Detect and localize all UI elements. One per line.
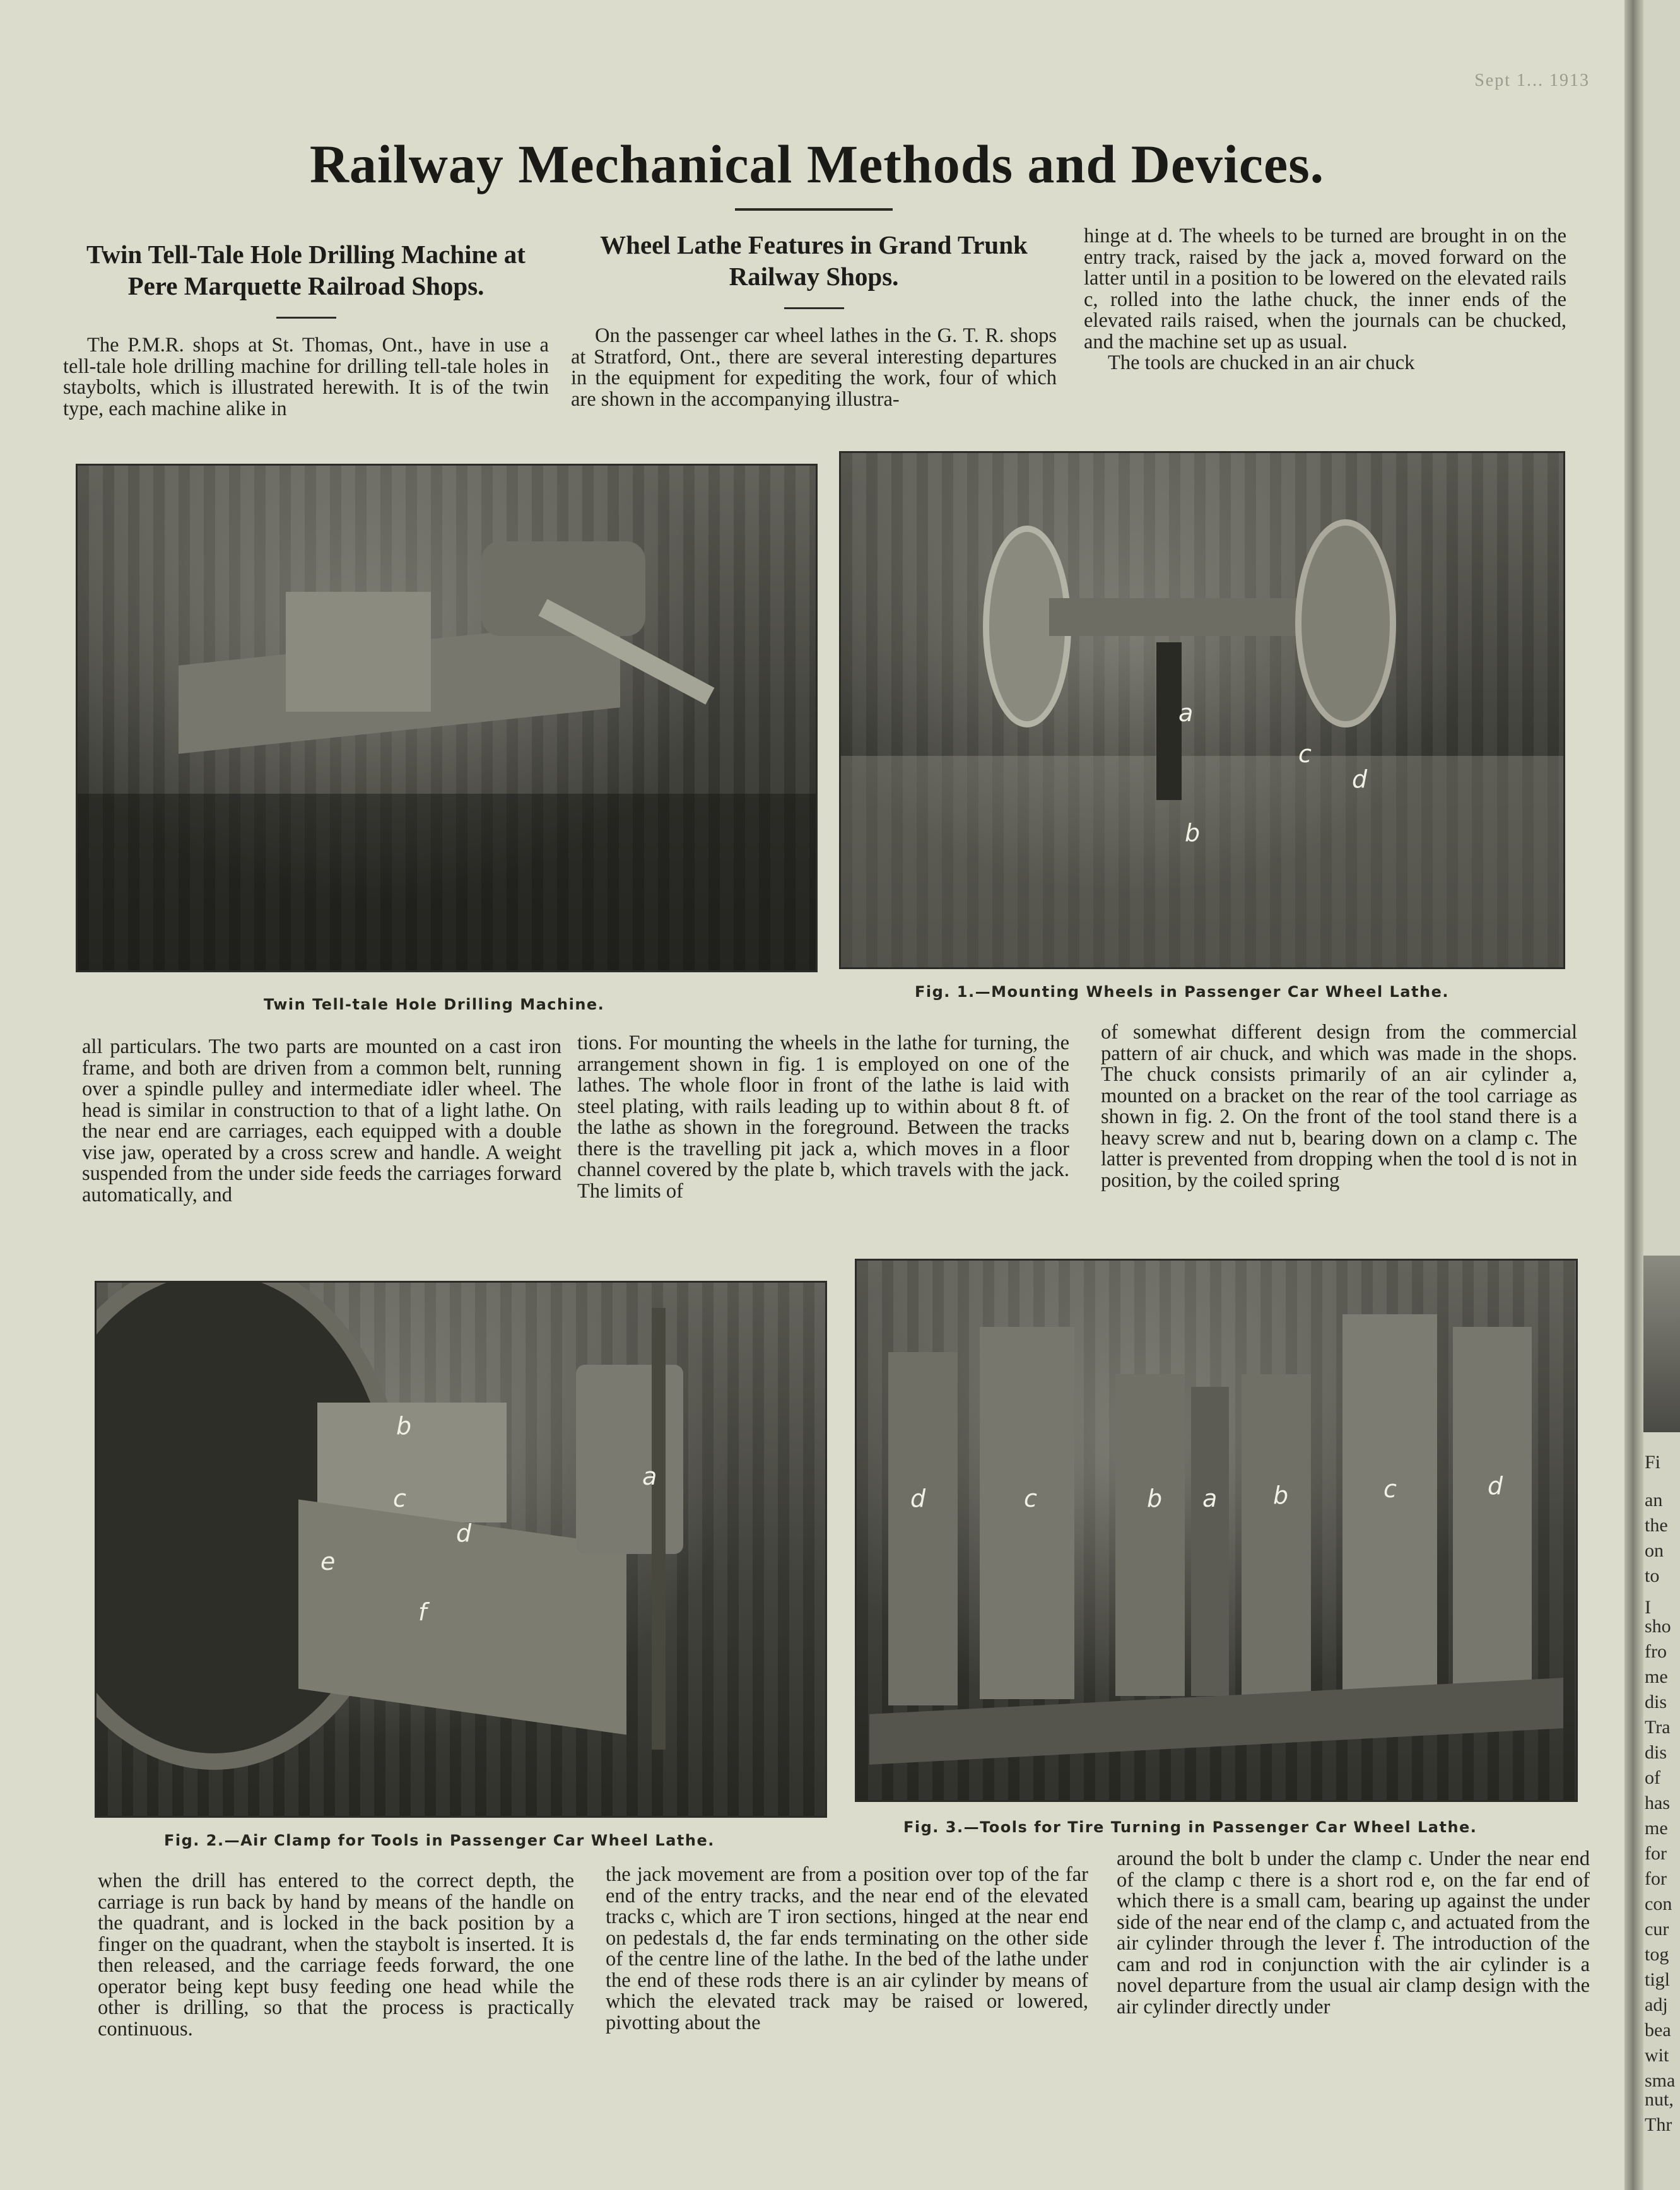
fig3-label-a: a <box>1202 1485 1218 1512</box>
adjacent-text-fragment: nut, <box>1645 2089 1674 2110</box>
adjacent-text-fragment: on <box>1645 1540 1664 1561</box>
article3-paragraph-3: of somewhat different design from the commercial pattern of air chuck, and which was made in the shops. The chuck consists primarily of an air cylinder a, mounted on a bracket on the rear of the tool carriage as shown in fig. 2. On the front of the tool stand there is a heavy screw and nut b, bearing down on a clamp c. The latter is prevented from dropping when the tool d is not in position, by the coiled spring <box>1101 1021 1577 1192</box>
fig1-label-a: a <box>1178 699 1194 727</box>
adjacent-text-fragment: Tra <box>1645 1717 1671 1738</box>
fig3-label-c: c <box>1024 1485 1037 1512</box>
article3-paragraph-1: hinge at d. The wheels to be turned are brought in on the entry track, raised by the jack a, moved forward on the latter until in a position to be lowered on the elevated rails c, rolled into the lathe chuck, the inner ends of the elevated rails raised, when the journals can be chucked, and the machine set up as usual. <box>1084 225 1566 353</box>
article3-top <box>1084 226 1566 374</box>
adjacent-text-fragment: for <box>1645 1868 1667 1889</box>
article2-paragraph-1: On the passenger car wheel lathes in the G. T. R. shops at Stratford, Ont., there are several interesting departures in the equipment for expediting the work, four of which are shown in the accompanying illustra- <box>571 324 1057 411</box>
tool-bar-6 <box>1342 1314 1437 1699</box>
axle-shape <box>1049 598 1314 636</box>
fig3-label-d2: d <box>1488 1472 1503 1500</box>
adjacent-text-fragment: wit <box>1645 2045 1669 2066</box>
adjacent-text-fragment: me <box>1645 1666 1668 1687</box>
adjacent-text-fragment: cur <box>1645 1919 1669 1940</box>
adjacent-text-fragment: sma <box>1645 2070 1676 2091</box>
adjacent-text-fragment: sho <box>1645 1616 1671 1637</box>
adjacent-text-fragment: to <box>1645 1565 1660 1586</box>
clamp-block-shape <box>317 1403 507 1522</box>
adjacent-text-fragment: bea <box>1645 2020 1671 2040</box>
wheel-right-shape <box>1295 519 1396 727</box>
article2-middle <box>577 1033 1069 1202</box>
tool-bar-3 <box>1115 1374 1185 1696</box>
article1-top <box>63 238 549 420</box>
article3-paragraph-4: around the bolt b under the clamp c. Under the near end of the clamp c there is a short rod e, on the far end of which there is a small cam, bearing up against the under side of the near end of the clamp c, and actuated from the air cylinder through the lever f. The introduction of the cam and rod in conjunction with the air cylinder is a novel departure from the usual air clamp design with the air cylinder directly under <box>1117 1847 1590 2018</box>
adjacent-text-fragment: of <box>1645 1767 1660 1788</box>
fig3-label-b2: b <box>1273 1481 1289 1509</box>
drilling-machine-caption: Twin Tell-tale Hole Drilling Machine. <box>264 996 605 1013</box>
adjacent-text-fragment: an <box>1645 1490 1663 1510</box>
page-title: Railway Mechanical Methods and Devices. <box>309 134 1325 194</box>
fig1-caption: Fig. 1.—Mounting Wheels in Passenger Car Wheel Lathe. <box>915 983 1449 1001</box>
fig2-label-c: c <box>393 1485 406 1512</box>
adjacent-text-fragment: the <box>1645 1515 1668 1536</box>
fig2-label-a: a <box>642 1463 657 1490</box>
article1-bottom <box>98 1871 574 2040</box>
fig2-photo <box>95 1281 827 1818</box>
article1-paragraph-1: The P.M.R. shops at St. Thomas, Ont., have in use a tell-tale hole drilling machine for drilling tell-tale holes in staybolts, which is illustrated herewith. It is of the twin type, each machine alike in <box>63 334 549 420</box>
article2-paragraph-3: the jack movement are from a position over top of the far end of the entry tracks, and the near end of the elevated tracks c, which are T iron sections, hinged at the near end on pedestals d, the far ends terminating on the other side of the centre line of the lathe. In the bed of the lathe under the end of these rods there is an air cylinder by means of which the elevated track may be raised or lowered, pivotting about the <box>606 1863 1088 2034</box>
adjacent-text-fragment: I <box>1645 1597 1651 1618</box>
adjacent-text-fragment: tog <box>1645 1944 1669 1965</box>
adjacent-photo-edge <box>1643 1256 1680 1432</box>
adjacent-text-fragment: Fi <box>1645 1452 1661 1473</box>
article3-bottom <box>1117 1849 1590 2018</box>
article2-top <box>571 229 1057 410</box>
fig1-label-d: d <box>1352 765 1368 793</box>
tool-bar-5 <box>1242 1374 1311 1696</box>
adjacent-text-fragment: me <box>1645 1818 1668 1839</box>
floor-plating-shape <box>841 756 1563 967</box>
fig3-photo <box>855 1259 1578 1802</box>
fig2-label-f: f <box>418 1598 427 1626</box>
article1-paragraph-3: when the drill has entered to the correct depth, the carriage is run back by hand by means of the handle on the quadrant, and is locked in the back position by a finger on the quadrant, when the staybolt is inserted. It is then released, and the carriage feeds forward, the one operator being kept busy feeding one head while the other is drilling, so that the process is practically continuous. <box>98 1869 574 2040</box>
jack-shape <box>1156 642 1182 800</box>
adjacent-text-fragment: for <box>1645 1843 1667 1864</box>
fig2-label-e: e <box>320 1548 336 1575</box>
adjacent-page-edge <box>1643 0 1680 2190</box>
running-head: Sept 1... 1913 <box>1474 71 1590 90</box>
air-hose-shape <box>652 1308 666 1750</box>
article1-middle <box>82 1037 561 1206</box>
adjacent-text-fragment: has <box>1645 1793 1670 1813</box>
title-rule <box>735 208 893 211</box>
fig3-caption: Fig. 3.—Tools for Tire Turning in Passenger Car Wheel Lathe. <box>903 1818 1477 1836</box>
fig3-label-b: b <box>1147 1485 1163 1512</box>
article3-paragraph-2: The tools are chucked in an air chuck <box>1108 351 1415 374</box>
adjacent-text-fragment: dis <box>1645 1742 1667 1763</box>
tool-bar-4 <box>1191 1387 1229 1696</box>
air-cylinder-shape <box>576 1365 683 1554</box>
vise-jaw-shape <box>286 592 431 712</box>
fig1-label-c: c <box>1298 740 1312 768</box>
fig2-caption: Fig. 2.—Air Clamp for Tools in Passenger Car Wheel Lathe. <box>164 1832 715 1849</box>
tool-bar-1 <box>888 1352 958 1705</box>
heading-rule <box>276 317 336 319</box>
floor-shape <box>78 794 816 970</box>
tool-bar-7 <box>1453 1327 1532 1693</box>
fig3-label-c2: c <box>1383 1475 1397 1503</box>
page-gutter <box>1624 0 1643 2190</box>
drilling-machine-photo <box>76 464 818 972</box>
fig1-photo <box>839 451 1565 969</box>
tool-bar-2 <box>980 1327 1074 1699</box>
adjacent-text-fragment: fro <box>1645 1641 1667 1662</box>
heading-rule <box>784 307 844 309</box>
article3-middle <box>1101 1022 1577 1191</box>
adjacent-text-fragment: tigl <box>1645 1969 1671 1990</box>
article2-bottom <box>606 1864 1088 2034</box>
adjacent-text-fragment: adj <box>1645 1994 1668 2015</box>
adjacent-text-fragment: con <box>1645 1893 1672 1914</box>
fig2-label-b: b <box>396 1412 412 1440</box>
fig1-label-b: b <box>1185 819 1201 847</box>
article1-paragraph-2: all particulars. The two parts are mounted on a cast iron frame, and both are driven from a common belt, running over a spindle pulley and intermediate idler wheel. The head is similar in construction to that of a light lathe. On the near end are carriages, each equipped with a double vise jaw, operated by a cross screw and handle. A weight suspended from the under side feeds the carriages forward automatically, and <box>82 1035 561 1206</box>
fig3-label-d: d <box>910 1485 926 1512</box>
article2-paragraph-2: tions. For mounting the wheels in the lathe for turning, the arrangement shown in fig. 1 is employed on one of the lathes. The whole floor in front of the lathe is laid with steel plating, with rails leading up to within about 8 ft. of the lathe as shown in the foreground. Between the tracks there is the travelling pit jack a, which moves in a floor channel covered by the plate b, which travels with the jack. The limits of <box>577 1032 1069 1203</box>
article2-heading: Wheel Lathe Features in Grand Trunk Railway Shops. <box>600 230 1028 291</box>
adjacent-text-fragment: dis <box>1645 1692 1667 1712</box>
fig2-label-d: d <box>456 1519 472 1547</box>
adjacent-text-fragment: Thr <box>1645 2114 1672 2135</box>
article1-heading: Twin Tell-Tale Hole Drilling Machine at Pere Marquette Railroad Shops. <box>86 240 526 300</box>
